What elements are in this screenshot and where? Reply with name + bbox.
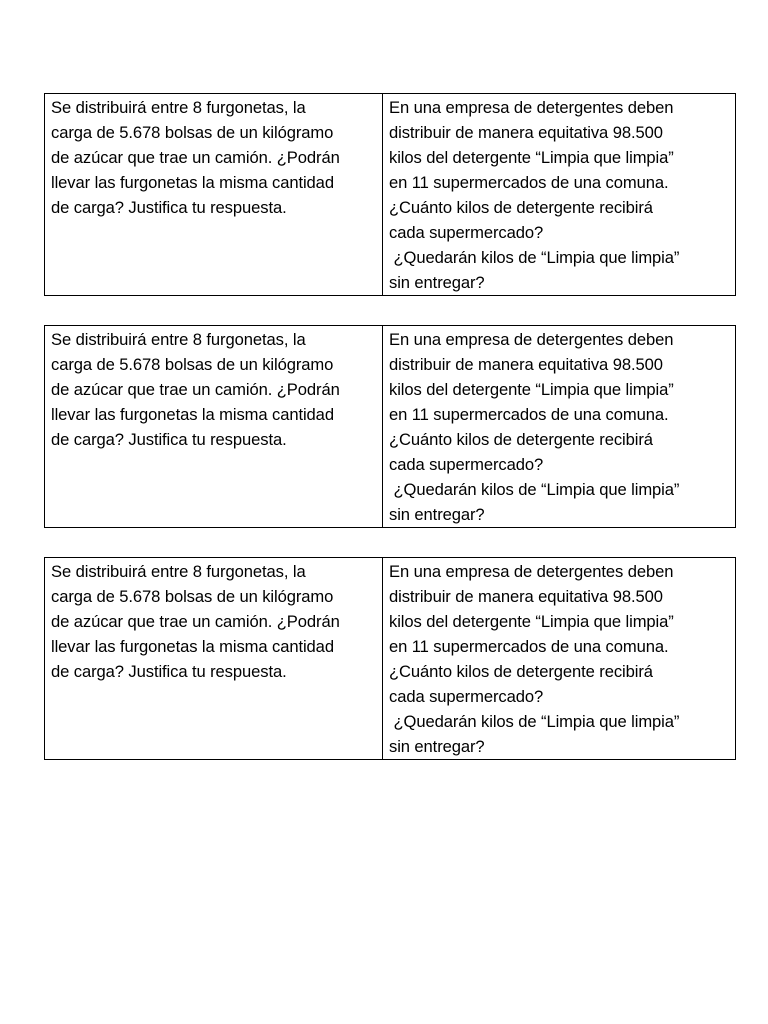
text-line: carga de 5.678 bolsas de un kilógramo xyxy=(51,355,334,374)
text-line: carga de 5.678 bolsas de un kilógramo xyxy=(51,123,334,142)
text-line: cada supermercado? xyxy=(389,687,544,706)
text-line: ¿Quedarán kilos de “Limpia que limpia” xyxy=(389,712,680,731)
problem-van-distribution xyxy=(45,326,383,528)
text-line: en 11 supermercados de una comuna. xyxy=(389,637,669,656)
text-line: de azúcar que trae un camión. ¿Podrán xyxy=(51,612,340,631)
text-line: cada supermercado? xyxy=(389,223,544,242)
problem-card-row xyxy=(45,326,736,528)
text-line: sin entregar? xyxy=(389,273,485,292)
text-line: de carga? Justifica tu respuesta. xyxy=(51,662,287,681)
text-line: cada supermercado? xyxy=(389,455,544,474)
text-line: en 11 supermercados de una comuna. xyxy=(389,173,669,192)
text-line: distribuir de manera equitativa 98.500 xyxy=(389,587,663,606)
text-line: llevar las furgonetas la misma cantidad xyxy=(51,637,334,656)
text-line: En una empresa de detergentes deben xyxy=(389,562,674,581)
text-line: distribuir de manera equitativa 98.500 xyxy=(389,123,663,142)
problem-card-row xyxy=(45,558,736,760)
text-line: Se distribuirá entre 8 furgonetas, la xyxy=(51,98,306,117)
text-line: en 11 supermercados de una comuna. xyxy=(389,405,669,424)
text-line: kilos del detergente “Limpia que limpia” xyxy=(389,612,674,631)
text-line: de carga? Justifica tu respuesta. xyxy=(51,430,287,449)
text-line: llevar las furgonetas la misma cantidad xyxy=(51,405,334,424)
text-line: carga de 5.678 bolsas de un kilógramo xyxy=(51,587,334,606)
problem-detergent-distribution xyxy=(383,326,736,528)
problem-card-3 xyxy=(44,557,736,760)
text-line: distribuir de manera equitativa 98.500 xyxy=(389,355,663,374)
problem-card-row xyxy=(45,94,736,296)
text-line: En una empresa de detergentes deben xyxy=(389,330,674,349)
text-line: ¿Quedarán kilos de “Limpia que limpia” xyxy=(389,480,680,499)
problem-card-1 xyxy=(44,93,736,296)
text-line: de azúcar que trae un camión. ¿Podrán xyxy=(51,380,340,399)
text-line: llevar las furgonetas la misma cantidad xyxy=(51,173,334,192)
text-line: ¿Cuánto kilos de detergente recibirá xyxy=(389,198,653,217)
text-line: kilos del detergente “Limpia que limpia” xyxy=(389,380,674,399)
text-line: sin entregar? xyxy=(389,737,485,756)
problem-detergent-distribution xyxy=(383,94,736,296)
problem-van-distribution xyxy=(45,94,383,296)
text-line: En una empresa de detergentes deben xyxy=(389,98,674,117)
problem-van-distribution xyxy=(45,558,383,760)
text-line: Se distribuirá entre 8 furgonetas, la xyxy=(51,330,306,349)
text-line: kilos del detergente “Limpia que limpia” xyxy=(389,148,674,167)
problem-card-2 xyxy=(44,325,736,528)
problem-detergent-distribution xyxy=(383,558,736,760)
text-line: ¿Quedarán kilos de “Limpia que limpia” xyxy=(389,248,680,267)
text-line: Se distribuirá entre 8 furgonetas, la xyxy=(51,562,306,581)
text-line: de azúcar que trae un camión. ¿Podrán xyxy=(51,148,340,167)
text-line: ¿Cuánto kilos de detergente recibirá xyxy=(389,662,653,681)
text-line: de carga? Justifica tu respuesta. xyxy=(51,198,287,217)
text-line: sin entregar? xyxy=(389,505,485,524)
text-line: ¿Cuánto kilos de detergente recibirá xyxy=(389,430,653,449)
